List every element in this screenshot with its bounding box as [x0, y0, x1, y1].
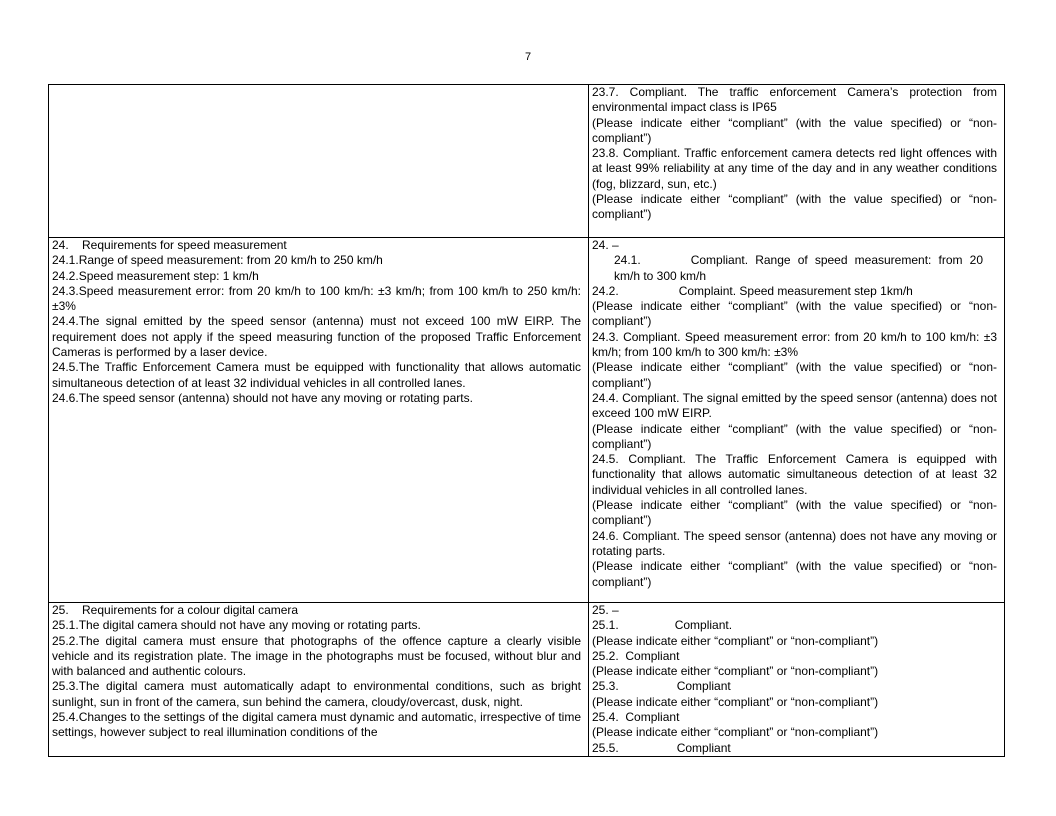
- response-text: (Please indicate either “compliant” (with the value specified) or “non-compliant”): [592, 192, 997, 222]
- response-heading: 24. –: [592, 238, 619, 252]
- section-heading: 25. Requirements for a colour digital camera: [52, 603, 299, 617]
- requirement-item: 25.3.The digital camera must automatically adapt to environmental conditions, such as bright sunlight, sun in front of the camera, sun behind the camera, cloudy/overcast, dusk, night.: [52, 679, 581, 709]
- requirement-cell: [49, 603, 589, 757]
- response-text: (Please indicate either “compliant” or “non-compliant”): [592, 725, 879, 740]
- requirement-cell: [49, 85, 589, 238]
- response-text: (Please indicate either “compliant” or “non-compliant”): [592, 664, 879, 679]
- response-text: 23.7. Compliant. The traffic enforcement Camera’s protection from environmental impact class is IP65: [592, 85, 997, 115]
- requirement-item: 25.1.The digital camera should not have any moving or rotating parts.: [52, 618, 421, 633]
- response-text: 24.3. Compliant. Speed measurement error: from 20 km/h to 100 km/h: ±3 km/h; from 100 km/h to 300 km/h: ±3%: [592, 329, 997, 360]
- page-number: 7: [524, 51, 532, 63]
- response-text: 24.5. Compliant. The Traffic Enforcement Camera is equipped with functionality that allows automatic simultaneous detection of at least 32 individual vehicles in all controlled lanes.: [592, 452, 997, 497]
- table-row: [49, 85, 1005, 238]
- response-text: (Please indicate either “compliant” or “non-compliant”): [592, 633, 879, 648]
- response-cell: [589, 85, 1005, 238]
- response-text: 24.1. Compliant. Range of speed measurement: from 20 km/h to 300 km/h: [614, 253, 983, 283]
- table-row: [49, 238, 1005, 603]
- response-heading: 25. –: [592, 603, 619, 617]
- response-text: (Please indicate either “compliant” (with the value specified) or “non-compliant”): [592, 421, 997, 451]
- requirement-item: 25.2.The digital camera must ensure that photographs of the offence capture a clearly visible vehicle and its registration plate. The image in the photographs must be focused, without blur and with balanced and authentic colours.: [52, 633, 581, 679]
- response-text: 25.4. Compliant: [592, 710, 680, 725]
- response-text: (Please indicate either “compliant” (with the value specified) or “non-compliant”): [592, 498, 997, 528]
- requirement-item: 24.5.The Traffic Enforcement Camera must be equipped with functionality that allows automatic simultaneous detection of at least 32 individual vehicles in all controlled lanes.: [52, 360, 581, 390]
- response-text: 25.1. Compliant.: [592, 618, 733, 633]
- response-cell: [589, 603, 1005, 757]
- response-text: (Please indicate either “compliant” (with the value specified) or “non-compliant”): [592, 360, 997, 390]
- requirements-table: [48, 84, 1005, 757]
- response-text: 25.3. Compliant: [592, 679, 731, 694]
- response-text: 23.8. Compliant. Traffic enforcement camera detects red light offences with at least 99% reliability at any time of the day and in any weather conditions (fog, blizzard, sun, etc.): [592, 146, 997, 191]
- requirement-cell: [49, 238, 589, 603]
- response-text: (Please indicate either “compliant” (with the value specified) or “non-compliant”): [592, 115, 997, 145]
- response-text: 24.2. Complaint. Speed measurement step 1km/h: [592, 283, 913, 298]
- response-text: (Please indicate either “compliant” or “non-compliant”): [592, 694, 879, 709]
- response-cell: [589, 238, 1005, 603]
- response-text: (Please indicate either “compliant” (with the value specified) or “non-compliant”): [592, 299, 997, 329]
- table-row: [49, 603, 1005, 757]
- response-text: (Please indicate either “compliant” (with the value specified) or “non-compliant”): [592, 559, 997, 589]
- requirement-item: 24.2.Speed measurement step: 1 km/h: [52, 268, 259, 283]
- response-text: 25.5. Compliant: [592, 740, 731, 755]
- response-text: 25.2. Compliant: [592, 648, 680, 663]
- section-heading: 24. Requirements for speed measurement: [52, 238, 287, 252]
- response-text: 24.4. Compliant. The signal emitted by the speed sensor (antenna) does not exceed 100 mW EIRP.: [592, 390, 997, 421]
- requirement-item: 24.1.Range of speed measurement: from 20 km/h to 250 km/h: [52, 253, 383, 268]
- requirement-item: 24.6.The speed sensor (antenna) should not have any moving or rotating parts.: [52, 390, 473, 405]
- response-text: 24.6. Compliant. The speed sensor (antenna) does not have any moving or rotating parts.: [592, 528, 997, 558]
- requirement-item: 24.4.The signal emitted by the speed sensor (antenna) must not exceed 100 mW EIRP. The requirement does not apply if the speed measuring function of the proposed Traffic Enforcement Cameras is performed by a laser device.: [52, 314, 581, 360]
- requirement-item: 25.4.Changes to the settings of the digital camera must dynamic and automatic, irrespective of time settings, however subject to real illumination conditions of the: [52, 710, 581, 740]
- requirement-item: 24.3.Speed measurement error: from 20 km/h to 100 km/h: ±3 km/h; from 100 km/h to 250 km/h: ±3%: [52, 283, 581, 314]
